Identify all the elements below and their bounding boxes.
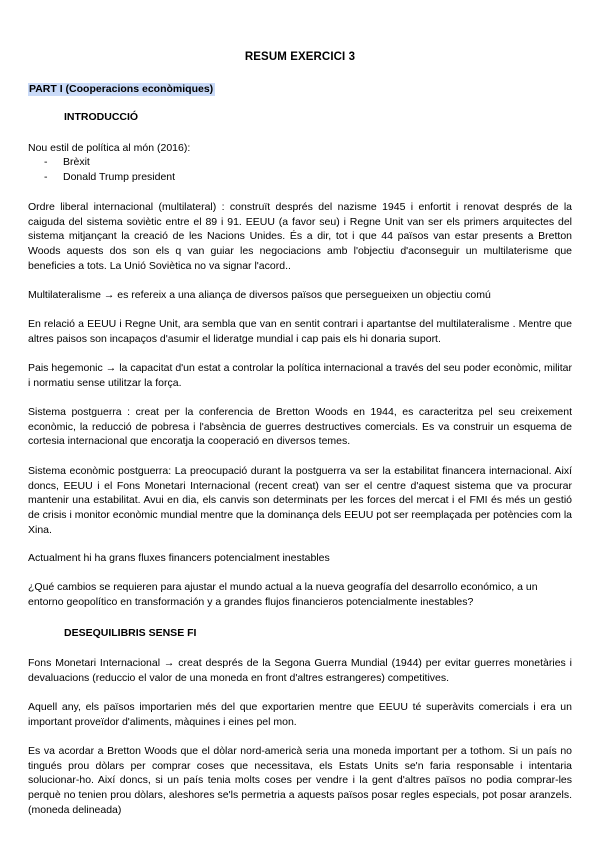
section-heading-desequilibris: DESEQUILIBRIS SENSE FI [64, 627, 197, 639]
bullet-dash: - [44, 170, 48, 183]
bullet-text: Donald Trump president [63, 170, 176, 183]
document-title: RESUM EXERCICI 3 [244, 51, 356, 63]
intro-line: Nou estil de política al món (2016): [28, 142, 191, 154]
list-item [44, 170, 175, 185]
paragraph: Ordre liberal internacional (multilateral) : construït després del nazisme 1945 i enfortit i renovat després de la caiguda del sistema soviètic entre el 89 i 91. EEUU (a favor seu) i Regne Unit van ser els primers arquitectes del sistema mitjançant la creació de les Nacions Unides. És a dir, tot i que 44 països van estar presents a Bretton Woods aquests dos son els q van guiar les negociacions amb l'objectiu d'aconseguir un multilaterisme que beneficies a tots. La Unió Soviètica no va signar l'acord.. [28, 201, 572, 272]
part-heading: PART I (Cooperacions econòmiques) [29, 83, 214, 95]
paragraph: Aquell any, els països importarien més del que exportarien mentre que EEUU té superàvits comercials i era un important proveïdor d'aliments, màquines i eines pel mon. [28, 701, 572, 728]
list-item [44, 155, 175, 170]
paragraph: Multilateralisme → es refereix a una aliança de diversos països que persegueixen un objectiu comú [28, 289, 491, 301]
section-heading-introduccio: INTRODUCCIÓ [64, 111, 139, 123]
paragraph: Sistema postguerra : creat per la conferencia de Bretton Woods en 1944, es caracteritza pel seu creixement econòmic, la reducció de pobresa i l'absència de guerres destructives comercials. Es va construir un esquema de cortesia internacional que encoratja la cooperació en diversos temes. [28, 406, 572, 448]
paragraph: ¿Qué cambios se requieren para ajustar el mundo actual a la nueva geografía del desarrollo económico, a un entorno geopolítico en transformación y a grandes flujos financieros potencialmente inestables? [28, 581, 538, 608]
paragraph: En relació a EEUU i Regne Unit, ara sembla que van en sentit contrari i apartantse del multilateralisme . Mentre que altres paisos son incapaços d'asumir el lideratge mundial i cap pais els hi donaria suport. [28, 318, 572, 345]
bullet-dash: - [44, 156, 48, 168]
bullet-text: Brèxit [63, 156, 90, 168]
paragraph: Sistema econòmic postguerra: La preocupació durant la postguerra va ser la estabilitat financera internacional. Així doncs, EEUU i el Fons Monetari Internacional (recent creat) van ser el centre d'aquest sistema que va procurar mantenir una estabilitat. Avui en dia, els canvis son determinats per les forces del mercat i el FMI és més un gestió de crisis i monitor econòmic mundial mentre que la dominança dels EEUU pot ser reemplaçada per potències com la Xina. [28, 465, 572, 536]
paragraph: Pais hegemonic → la capacitat d'un estat a controlar la política internacional a través del seu poder econòmic, militar i normatiu sense utilitzar la força. [28, 362, 572, 389]
bullet-list [44, 155, 175, 184]
paragraph: Fons Monetari Internacional → creat després de la Segona Guerra Mundial (1944) per evitar guerres monetàries i devaluacions (reduccio el valor de una moneda en front d'altres estrangeres) competitives. [28, 657, 572, 684]
paragraph: Actualment hi ha grans fluxes financers potencialment inestables [28, 552, 330, 564]
paragraph: Es va acordar a Bretton Woods que el dòlar nord-americà seria una moneda important per a tothom. Si un país no tingués prou dòlars per comprar coses que necessitava, els Estats Units se'n faria responsable i intentaria solucionar-ho. Així doncs, si un país tenia molts coses per vendre i la gent d'altres països no podia comprar-les perquè no tenien prou dòlars, aleshores se'ls permetria a aquests països posar regles especials, pot posar aranzels. (moneda delineada) [28, 745, 572, 816]
